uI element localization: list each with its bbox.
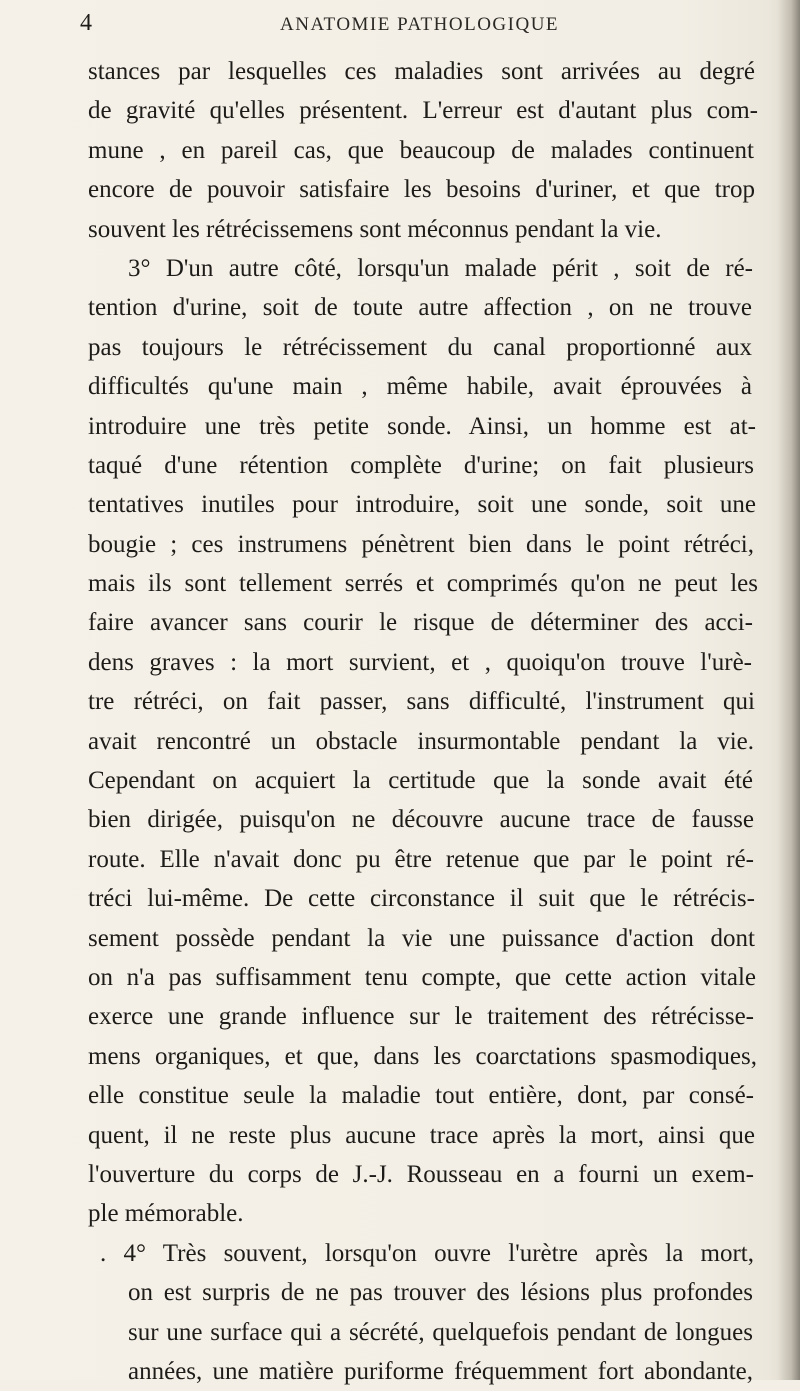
text-line: 3° D'un autre côté, lorsqu'un malade périt , soit de ré-: [128, 254, 753, 282]
text-line: ple mémorable.: [88, 1200, 244, 1228]
text-line: tentatives inutiles pour introduire, soit une sonde, soit une: [88, 491, 756, 519]
text-line: on n'a pas suffisamment tenu compte, que cette action vitale: [88, 963, 756, 991]
body-text: [88, 52, 798, 1391]
text-line: tre rétréci, on fait passer, sans difficulté, l'instrument qui: [88, 688, 755, 716]
text-line: elle constitue seule la maladie tout entière, dont, par consé-: [88, 1082, 754, 1110]
text-line: pas toujours le rétrécissement du canal proportionné aux: [88, 333, 752, 361]
text-line: route. Elle n'avait donc pu être retenue que par le point ré-: [88, 845, 754, 873]
text-line: l'ouverture du corps de J.-J. Rousseau en a fourni un exem-: [88, 1160, 754, 1188]
text-line: tréci lui-même. De cette circonstance il suit que le rétrécis-: [88, 885, 755, 913]
text-line: stances par lesquelles ces maladies sont arrivées au degré: [88, 58, 755, 85]
text-line: encore de pouvoir satisfaire les besoins d'uriner, et que trop: [88, 176, 755, 204]
text-line: Cependant on acquiert la certitude que la sonde avait été: [88, 767, 753, 795]
text-line: introduire une très petite sonde. Ainsi, un homme est at-: [88, 412, 756, 440]
text-line: taqué d'une rétention complète d'urine; on fait plusieurs: [88, 451, 754, 479]
running-title: ANATOMIE PATHOLOGIQUE: [280, 14, 560, 35]
text-line: quent, il ne reste plus aucune trace après la mort, ainsi que: [88, 1121, 755, 1149]
running-head: [0, 10, 800, 50]
text-line: de gravité qu'elles présentent. L'erreur est d'autant plus com-: [88, 97, 758, 125]
text-line: années, une matière puriforme fréquemment fort abondante,: [128, 1357, 753, 1385]
text-line: bougie ; ces instrumens pénètrent bien dans le point rétréci,: [88, 530, 754, 558]
text-line: tention d'urine, soit de toute autre affection , on ne trouve: [88, 294, 752, 322]
page-number: 4: [80, 10, 92, 36]
text-line: faire avancer sans courir le risque de déterminer des acci-: [88, 609, 753, 637]
text-line: mais ils sont tellement serrés et comprimés qu'on ne peut les: [88, 570, 758, 598]
text-line: dens graves : la mort survient, et , quoiqu'on trouve l'urè-: [88, 648, 752, 676]
text-line: sement possède pendant la vie une puissance d'action dont: [88, 924, 755, 952]
text-line: difficultés qu'une main , même habile, avait éprouvées à: [88, 373, 752, 401]
text-line: sur une surface qui a sécrété, quelquefois pendant de longues: [128, 1318, 753, 1346]
text-line: mune , en pareil cas, que beaucoup de malades continuent: [88, 136, 754, 164]
text-line: souvent les rétrécissemens sont méconnus pendant la vie.: [88, 215, 662, 243]
text-line: bien dirigée, puisqu'on ne découvre aucune trace de fausse: [88, 806, 754, 834]
text-line: . 4° Très souvent, lorsqu'on ouvre l'urètre après la mort,: [100, 1239, 754, 1267]
text-line: avait rencontré un obstacle insurmontable pendant la vie.: [88, 727, 754, 755]
text-line: mens organiques, et que, dans les coarctations spasmodiques,: [88, 1042, 757, 1070]
text-line: exerce une grande influence sur le traitement des rétrécisse-: [88, 1003, 754, 1031]
text-line: on est surpris de ne pas trouver des lésions plus profondes: [128, 1279, 753, 1307]
